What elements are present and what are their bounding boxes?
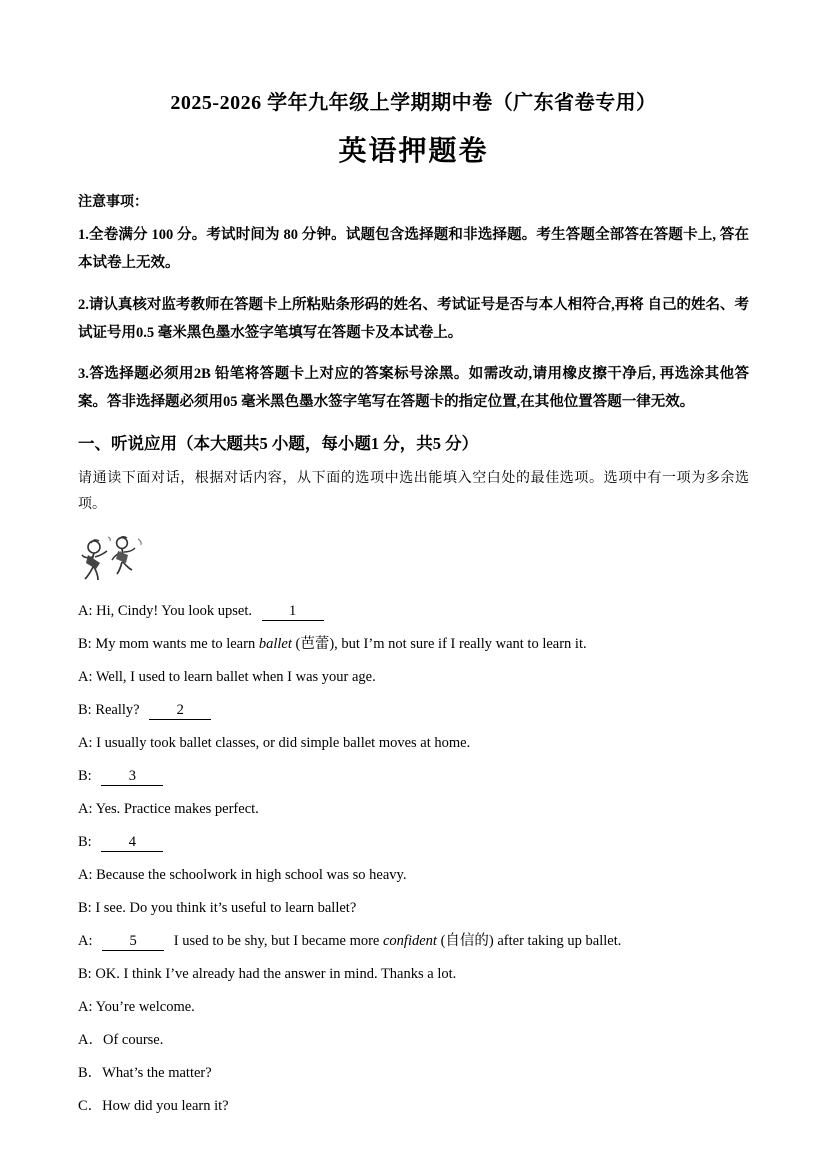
dialogue-text: B: My mom wants me to learn [78, 635, 259, 652]
dialogue-text: B: [78, 833, 96, 850]
dialogue-text: A: Well, I used to learn ballet when I was your age. [78, 668, 376, 685]
dialogue-text: B: I see. Do you think it’s useful to learn ballet? [78, 899, 357, 916]
dialogue-line [78, 898, 749, 918]
section-instructions: 请通读下面对话，根据对话内容，从下面的选项中选出能填入空白处的最佳选项。选项中有一项为多余选项。 [78, 470, 749, 513]
dialogue-line [78, 733, 749, 753]
dialogue-text: A: [78, 932, 97, 949]
dialogue-line [78, 997, 749, 1017]
option-line: B．What’s the matter? [78, 1064, 212, 1081]
dialogue-text: A: Because the schoolwork in high school was so heavy. [78, 866, 407, 883]
dialogue-line [78, 601, 749, 621]
dialogue-text: A: You’re welcome. [78, 998, 195, 1015]
notice-item-2: 2.请认真核对监考教师在答题卡上所粘贴条形码的姓名、考试证号是否与本人相符合,再将 自己的姓名、考试证号用0.5 毫米黑色墨水签字笔填写在答题卡及本试卷上。 [78, 296, 749, 341]
option-line: C．How did you learn it? [78, 1097, 229, 1114]
dialogue [78, 601, 749, 1017]
dialogue-line [78, 832, 749, 852]
answer-blank: 5 [102, 933, 164, 951]
dialogue-line [78, 667, 749, 687]
dialogue-text: (自信的) after taking up ballet. [436, 932, 622, 949]
dialogue-line [78, 799, 749, 819]
exam-title: 2025-2026 学年九年级上学期期中卷（广东省卷专用） [170, 92, 657, 114]
dialogue-text: B: OK. I think I’ve already had the answer in mind. Thanks a lot. [78, 965, 457, 982]
answer-blank: 1 [262, 603, 324, 621]
dialogue-line [78, 865, 749, 885]
italic-word: confident [383, 932, 437, 949]
dialogue-line [78, 766, 749, 786]
notice-section [78, 191, 749, 417]
notice-item-3: 3.答选择题必须用2B 铅笔将答题卡上对应的答案标号涂黑。如需改动,请用橡皮擦干净后, 再选涂其他答案。答非选择题必须用05 毫米黑色墨水签字笔写在答题卡的指定位置,在其他位置答题一律无效。 [78, 366, 749, 411]
answer-blank: 2 [149, 702, 211, 720]
dialogue-line [78, 634, 749, 654]
exam-subtitle: 英语押题卷 [338, 136, 489, 167]
dialogue-line [78, 931, 749, 951]
dialogue-text: A: Hi, Cindy! You look upset. [78, 602, 256, 619]
answer-blank: 3 [101, 768, 163, 786]
notice-heading: 注意事项： [78, 195, 148, 210]
dialogue-text: I used to be shy, but I became more [170, 932, 383, 949]
dialogue-text: B: [78, 767, 96, 784]
dialogue-text: A: I usually took ballet classes, or did simple ballet moves at home. [78, 734, 471, 751]
dialogue-line [78, 700, 749, 720]
dialogue-line [78, 964, 749, 984]
answer-options [78, 1030, 749, 1116]
dialogue-text: B: Really? [78, 701, 144, 718]
italic-word: ballet [258, 635, 292, 652]
dancing-children-sketch-icon [78, 533, 150, 591]
notice-item-1: 1.全卷满分 100 分。考试时间为 80 分钟。试题包含选择题和非选择题。考生答题全部答在答题卡上, 答在本试卷上无效。 [78, 227, 749, 272]
dialogue-text: A: Yes. Practice makes perfect. [78, 800, 259, 817]
section-heading: 一、听说应用（本大题共5 小题，每小题1 分，共5 分） [78, 433, 479, 453]
dancing-children-image [78, 533, 150, 591]
dialogue-text: (芭蕾), but I’m not sure if I really want to learn it. [291, 635, 587, 652]
answer-blank: 4 [101, 834, 163, 852]
option-line: A．Of course. [78, 1031, 164, 1048]
